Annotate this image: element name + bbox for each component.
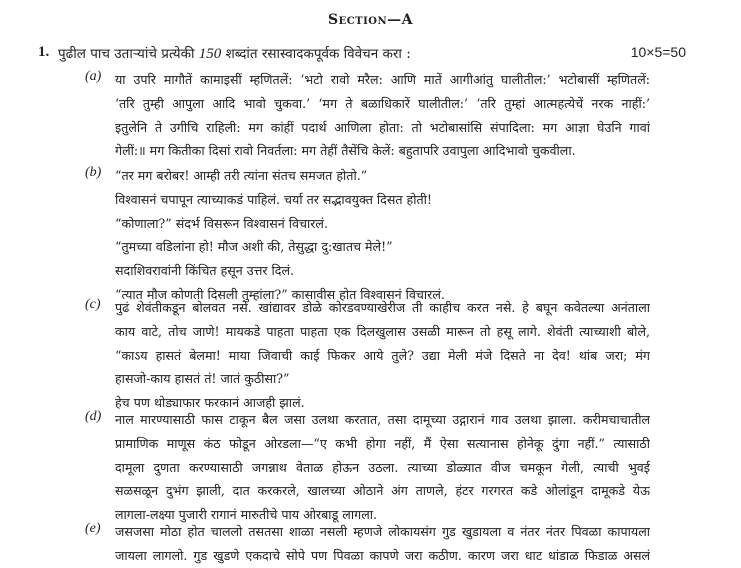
- question-text: [58, 44, 411, 63]
- passage: [115, 408, 650, 527]
- passage-line: काय वाटे, तोच जाणे! मायकडे पाहता पाहता एक दिलखुलास उसळी मारून तो हसू लागे. शेवंती त्याच्याशी बोले,: [115, 323, 650, 339]
- passage-line: लागला-लक्ष्या पुजारी रागानं मारुतीचे पाय ओरबाडू लागला.: [115, 507, 378, 523]
- word-count: 150: [198, 46, 222, 62]
- part-label: (a): [85, 69, 102, 84]
- passage-line: “तुमच्या वडिलांना हो! मौज अशी की, तेसुद्धा दु:खातच मेले!”: [115, 239, 393, 255]
- part-label: (b): [85, 165, 102, 180]
- passage-line: ‘तरि तुम्ही आपुला आदि भावो चुकवा.’ ‘मग ते बळाधिकारें घालीतील:’ ‘तरि तुम्हां आत्महत्येचें नरक नाहीं:’: [115, 95, 650, 111]
- passage: [115, 520, 650, 568]
- question-number: 1.: [38, 44, 50, 60]
- passage-line: “त्यात मौज कोणती दिसली तुम्हांला?” कासावीस होत विश्वासनं विचारलं.: [115, 286, 445, 302]
- part-label: (c): [85, 297, 101, 312]
- passage-line: हेच पण थोड्याफार फरकानं आजही झालं.: [115, 395, 305, 411]
- question-text-before: पुढील पाच उताऱ्यांचे प्रत्येकी: [58, 46, 195, 62]
- section-title: Section—A: [327, 12, 414, 28]
- passage-line: प्रामाणिक माणूस कंठ फोडून ओरडला—“ए कभी होगा नहीं, मैं ऐसा सत्यानास होनेकू दुंगा नहीं.” त्यासाठी: [115, 435, 650, 451]
- passage-line: या उपरि मागौतें कामाइसीं म्हणितलें: ‘भटो रावो मरैल: आणि मातें आगीआंतु घालीतील:’ भटोबासीं म्हणितलें:: [115, 72, 650, 87]
- passage: [115, 164, 650, 307]
- passage-line: जसजसा मोठा होत चाललो तसतसा शाळा नसली म्हणजे लोकायसंग गुड खुडायला व नंतर नंतर पिवळा कापायला: [115, 524, 650, 539]
- passage-line: सदाशिवरावांनी किंचित हसून उत्तर दिलं.: [115, 263, 295, 279]
- part-label: (e): [85, 521, 101, 536]
- passage-line: “तर मग बरोबर! आम्ही तरी त्यांना संतच समजत होतो.”: [115, 168, 368, 183]
- passage-line: हासजो-काय हासतं तं! जातं कुठीसा?”: [115, 371, 290, 387]
- part-label: (d): [85, 409, 102, 424]
- passage: [115, 68, 650, 163]
- passage-line: नाल मारण्यासाठी फास टाकून बैल जसा उलथा करतात, तसा दामूच्या उद्गारानं गाव उलथा झाला. करीमचाचातील: [115, 412, 650, 427]
- passage-line: विश्वासनं चपापून त्याच्याकडं पाहिलं. चर्या तर सद्भावयुक्त दिसत होती!: [115, 191, 432, 207]
- passage-line: पुढं शेवंतीकडून बोलवत नसे. खांद्यावर डोळे कोरडवण्याखेरीज ती काहीच करत नसे. हे बघून कवेतल्या अनंताला: [115, 300, 650, 315]
- passage-line: “कोणाला?” संदर्भ विसरून विश्वासनं विचारलं.: [115, 215, 328, 231]
- passage: [115, 296, 650, 415]
- passage-line: दामूला दुणता करण्यासाठी जगन्नाथ वेताळ होऊन उठला. त्याच्या डोळ्यात वीज चमकून गेली, त्याची भुवई: [115, 459, 650, 475]
- passage-line: जायला लागलो. गुड खुडणे एकदाचे सोपे पण पिवळा कापणे जरा कठीण. कारण जरा धाट धांडाळ फिडाळ असलं: [115, 547, 650, 563]
- passage-line: “काऽय हासतं बेलमा! माया जिवाची काई फिकर आये तुले? उद्या मेली मंजे दिसते ना देव! थांब जरा; मंग: [115, 347, 650, 363]
- passage-line: गेलीं:॥ मग कितीका दिसां रावो निवर्तला: मग तेहीं तैसेंचि केलें: बहुतापरि उवापुला आदिभावो चुकवीला.: [115, 143, 576, 159]
- passage-line: सळसळून दुभंग झाली, दात करकरले, खालच्या ओठाने अंग ताणले, हंटर गरगरत कडे ओलांडून दामूकडे येऊ: [115, 483, 650, 499]
- marks: 10×5=50: [630, 44, 686, 60]
- passage-line: इतुलेनि ते उगीचि राहिली: मग कांहीं पदार्थ आणिला होता: तो भटोबासांसि संपादिला: मग आज्ञा घेउनि गावां: [115, 119, 650, 135]
- question-text-after: शब्दांत रसास्वादकपूर्वक विवेचन करा :: [225, 46, 411, 62]
